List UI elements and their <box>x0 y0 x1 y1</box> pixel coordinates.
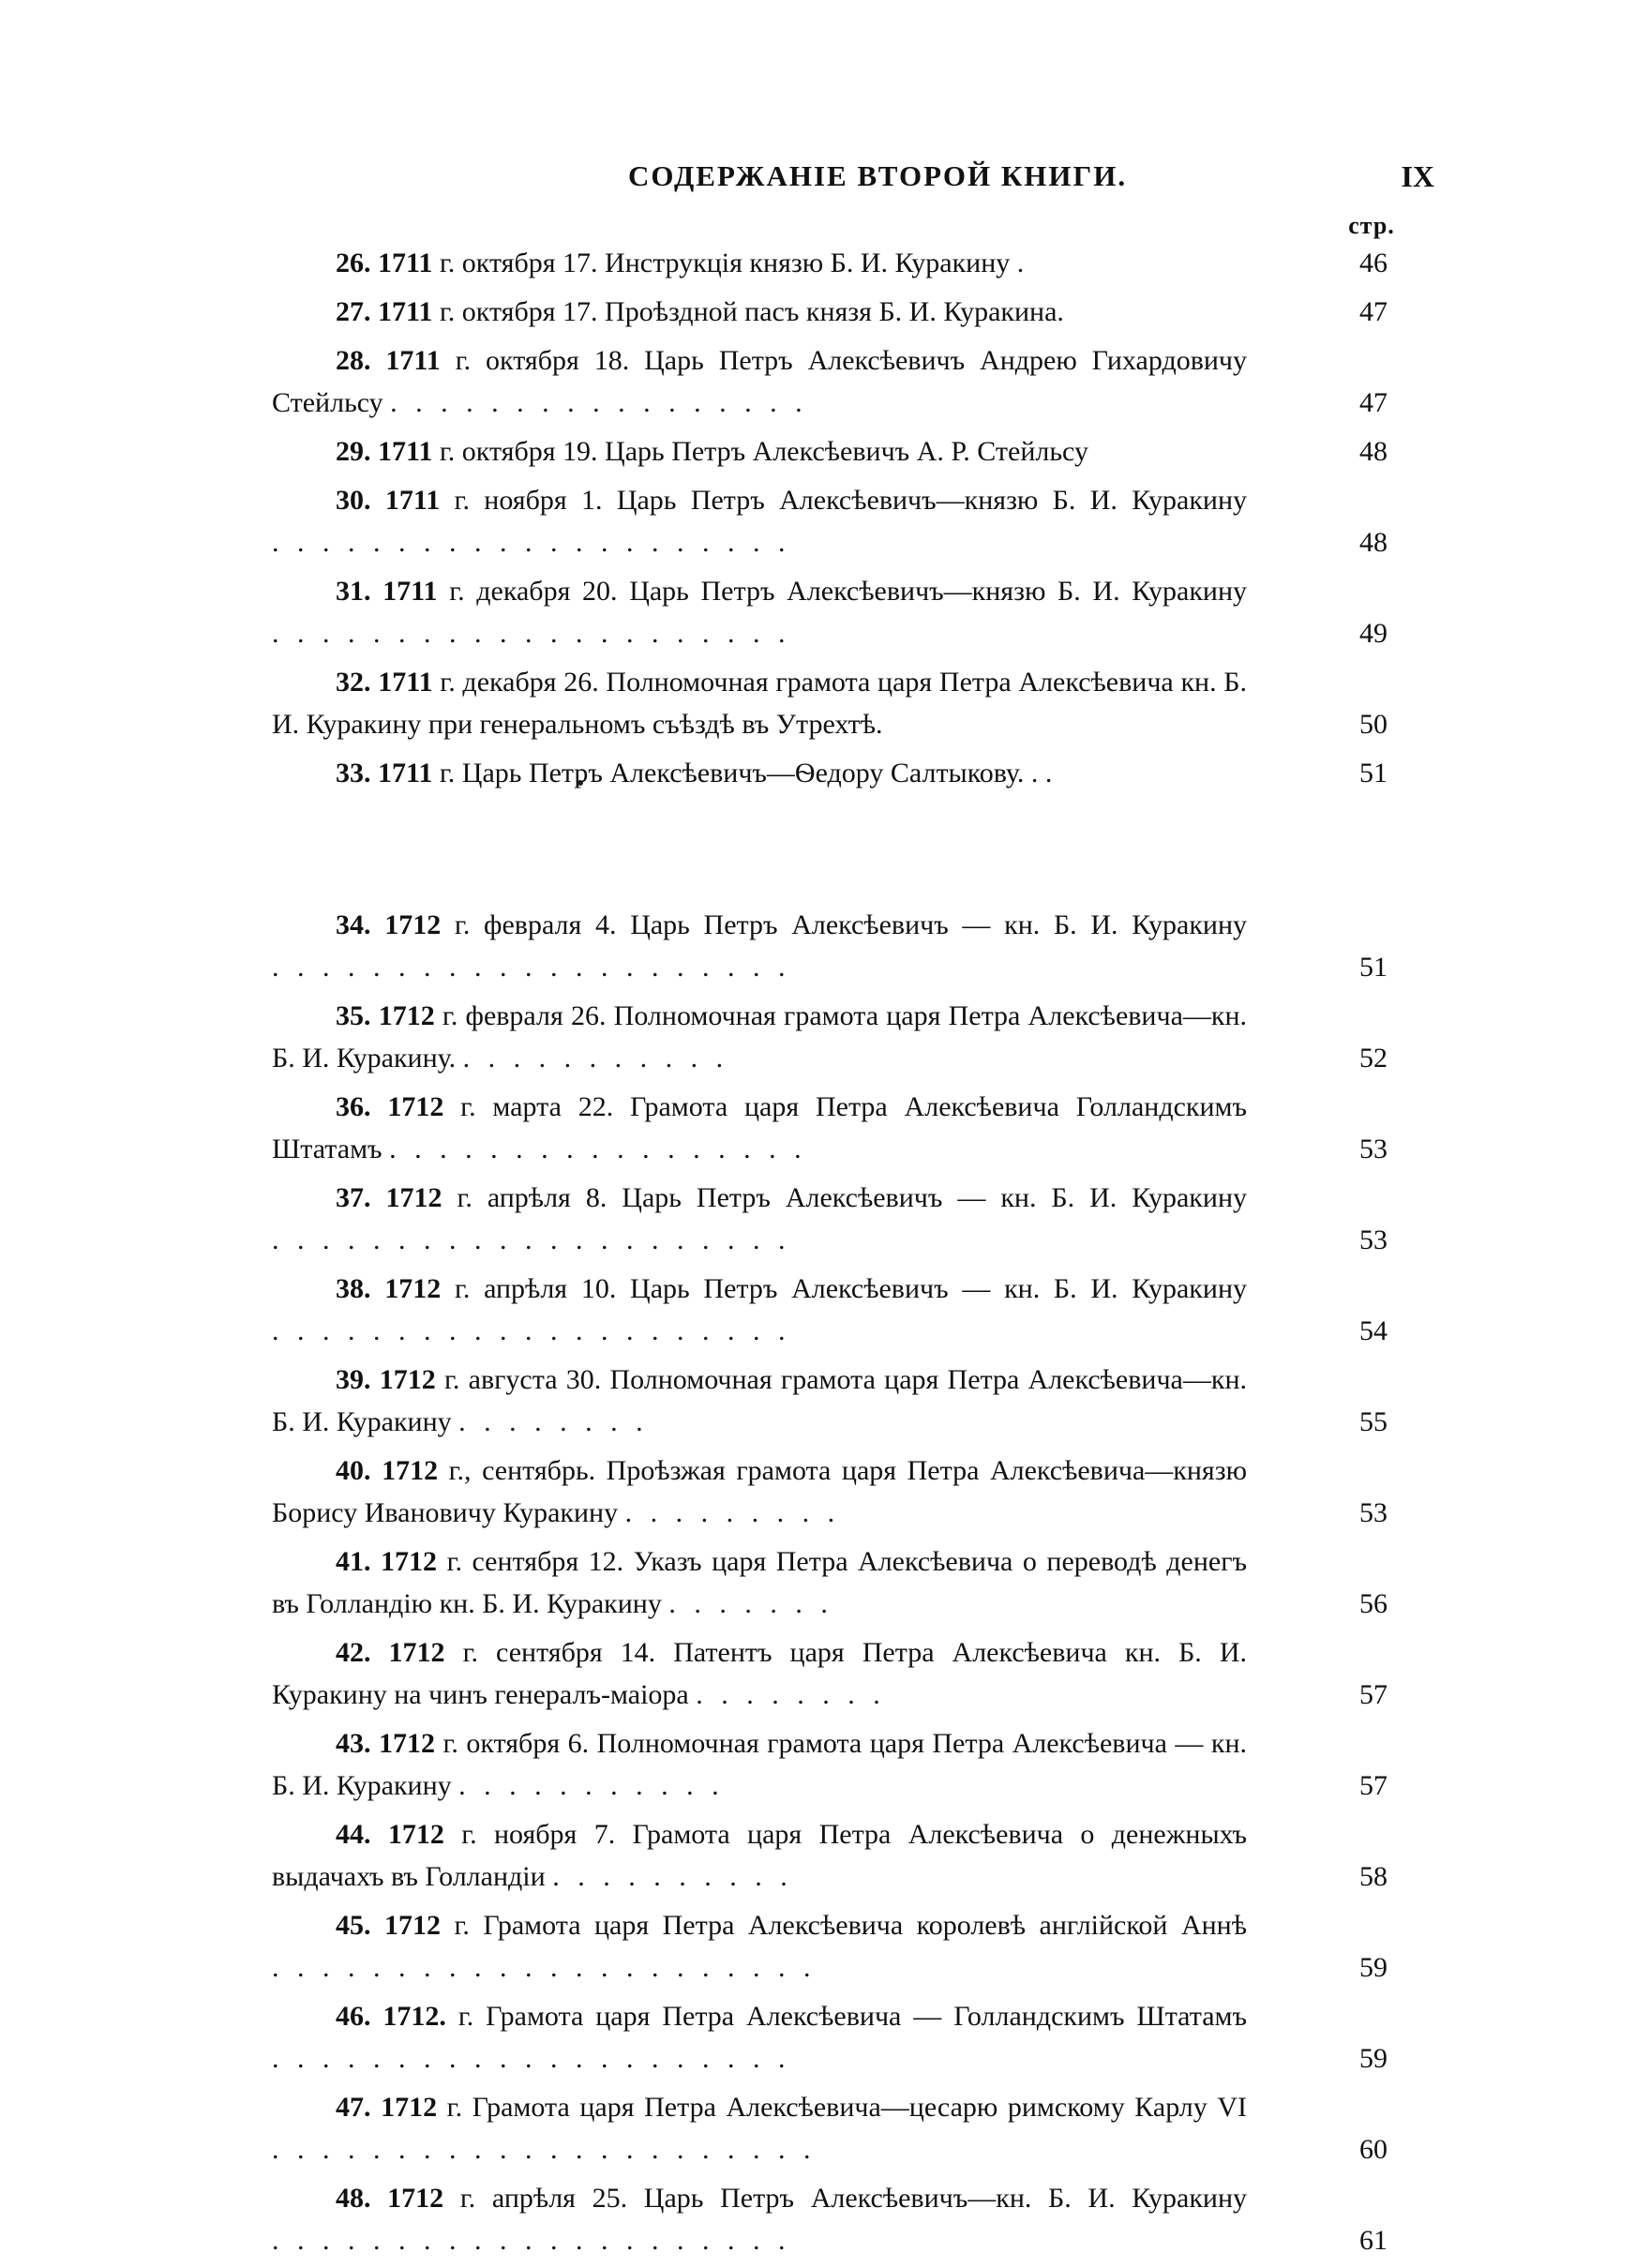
leader-dots: . . . . . . . . . . . . . . . . . . . . . <box>272 618 791 649</box>
entry-number: 29. <box>336 436 371 467</box>
toc-entry <box>272 1722 1388 1807</box>
entry-number: 32. <box>336 667 371 698</box>
toc-entry <box>272 995 1388 1079</box>
entry-page: 47 <box>1359 387 1388 418</box>
page-title: СОДЕРЖАНІЕ ВТОРОЙ КНИГИ. <box>628 159 1128 192</box>
toc-entry <box>272 752 1388 794</box>
toc-entry <box>272 2086 1388 2170</box>
entry-number: 27. <box>336 296 371 327</box>
leader-dots: . . . . . . . . . . . <box>458 1770 725 1801</box>
entry-page: 57 <box>1359 1679 1388 1710</box>
entry-number: 42. <box>336 1637 371 1668</box>
entry-title: г. апрѣля 10. Царь Петръ Алексѣевичъ — кн. Б. И. Куракину <box>454 1273 1247 1304</box>
toc-entry <box>272 661 1388 745</box>
toc-entry <box>272 1268 1388 1352</box>
entry-page: 48 <box>1359 436 1388 467</box>
entry-number: 30. <box>336 485 371 516</box>
toc-entry <box>272 570 1388 654</box>
entry-title: г. февраля 26. Полномочная грамота царя Петра Алексѣевича—кн. Б. И. Куракину. <box>272 1000 1248 1074</box>
leader-dots: . . . . . . . . <box>458 1406 649 1437</box>
toc-entry <box>272 339 1388 424</box>
entry-year: 1712 <box>384 909 442 940</box>
leader-dots: . . . . . . . . . . . . . . . . . . . . . . <box>272 2134 817 2165</box>
entry-title: г. Грамота царя Петра Алексѣевича — Голландскимъ Штатамъ <box>458 2001 1248 2032</box>
leader-dots: . . . . . . . . . . . . . . . . . . . . . <box>272 2043 791 2074</box>
entry-number: 47. <box>336 2092 371 2123</box>
entry-page: 54 <box>1359 1315 1388 1346</box>
entry-title: г. Царь Петръ Алексѣевичъ—Ѳедору Салтыкову. . . <box>439 758 1053 789</box>
entry-page: 51 <box>1359 952 1388 983</box>
leader-dots: . . . . . . . . . . . . . . . . . . . . . <box>272 2225 791 2256</box>
entry-page: 53 <box>1359 1224 1388 1255</box>
entry-title: г. октября 18. Царь Петръ Алексѣевичъ Андрею Гихардовичу Стейльсу <box>272 345 1248 418</box>
entry-title: г. февраля 4. Царь Петръ Алексѣевичъ — кн. Б. И. Куракину <box>454 909 1248 940</box>
entry-year: 1711 <box>384 485 441 516</box>
page-number: IX <box>1401 159 1434 193</box>
entry-number: 41. <box>336 1546 371 1577</box>
entry-number: 26. <box>336 248 371 278</box>
leader-dots: . . . . . . . . . . . . . . . . . . . . . <box>272 527 791 558</box>
entry-year: 1712 <box>387 1819 444 1850</box>
entry-year: 1711 <box>378 436 433 467</box>
toc-entry <box>272 1631 1388 1716</box>
entry-page: 46 <box>1359 248 1388 278</box>
entry-title: г. Грамота царя Петра Алексѣевича королевѣ англійской Аннѣ <box>454 1910 1248 1941</box>
leader-dots: . . . . . . . . . . . . . . . . . <box>389 1134 807 1164</box>
entry-year: 1712 <box>384 1273 442 1304</box>
toc-entry <box>272 1449 1388 1534</box>
entry-year: 1712 <box>387 1091 444 1122</box>
entry-page: 56 <box>1359 1588 1388 1619</box>
entry-year: 1712 <box>378 1728 435 1759</box>
running-head <box>272 159 1434 206</box>
leader-dots: . . . . . . . . . . <box>552 1861 793 1892</box>
entry-number: 45. <box>336 1910 371 1941</box>
entry-title: г. октября 17. Инструкція князю Б. И. Куракину . <box>439 248 1025 278</box>
leader-dots: . . . . . . . . . . . . . . . . . . . . . <box>272 1315 791 1346</box>
entry-year: 1712 <box>381 1546 438 1577</box>
entry-year: 1712 <box>388 1637 445 1668</box>
entry-year: 1712 <box>379 1364 436 1395</box>
entry-year: 1711 <box>385 345 441 376</box>
page-column-label: стр. <box>1348 212 1395 239</box>
entry-title: г. октября 17. Проѣздной пасъ князя Б. И. Куракина. <box>439 296 1064 327</box>
entry-title: г., сентябрь. Проѣзжая грамота царя Петра Алексѣевича—князю Борису Ивановичу Куракину <box>272 1455 1247 1528</box>
toc-entry <box>272 430 1388 473</box>
entry-title: г. августа 30. Полномочная грамота царя Петра Алексѣевича—кн. Б. И. Куракину <box>272 1364 1247 1437</box>
leader-dots: . . . . . . . . . . . . . . . . . . . . . <box>272 1224 791 1255</box>
entry-page: 61 <box>1359 2225 1388 2256</box>
entry-page: 59 <box>1359 2043 1388 2074</box>
entry-number: 35. <box>336 1000 371 1031</box>
entry-number: 31. <box>336 576 371 607</box>
entry-year: 1711 <box>378 248 433 278</box>
entry-title: г. октября 6. Полномочная грамота царя Петра Алексѣевича — кн. Б. И. Куракину <box>272 1728 1248 1801</box>
leader-dots: . . . . . . . <box>668 1588 833 1619</box>
entry-year: 1712 <box>381 2092 438 2123</box>
entry-page: 57 <box>1359 1770 1388 1801</box>
entry-year: 1712 <box>385 1182 442 1213</box>
entry-page: 50 <box>1359 709 1388 740</box>
toc-entry <box>272 1995 1388 2080</box>
entry-page: 47 <box>1359 296 1388 327</box>
toc-entry <box>272 904 1388 988</box>
table-of-contents <box>272 242 1388 2268</box>
entry-title: г. апрѣля 25. Царь Петръ Алексѣевичъ—кн. Б. И. Куракину <box>459 2183 1248 2214</box>
entry-number: 40. <box>336 1455 371 1486</box>
entry-number: 37. <box>336 1182 371 1213</box>
toc-entry <box>272 1086 1388 1170</box>
entry-number: 48. <box>336 2183 371 2214</box>
leader-dots: . . . . . . . . . . . . . . . . . . . . . . <box>272 1952 817 1983</box>
leader-dots: . . . . . . . . . . . . . . . . . . . . . <box>272 952 791 983</box>
entry-page: 53 <box>1359 1497 1388 1528</box>
entry-year: 1712 <box>382 1455 439 1486</box>
leader-dots: . . . . . . . . . . . <box>462 1043 729 1074</box>
toc-entry <box>272 2177 1388 2261</box>
leader-dots: . . . . . . . . . <box>624 1497 841 1528</box>
entry-number: 38. <box>336 1273 371 1304</box>
entry-title: г. декабря 26. Полномочная грамота царя Петра Алексѣевича кн. Б. И. Куракину при генеральномъ съѣздѣ въ Утрехтѣ. <box>272 667 1248 740</box>
entry-page: 48 <box>1359 527 1388 558</box>
entry-year: 1711 <box>382 576 438 607</box>
entry-page: 60 <box>1359 2134 1388 2165</box>
entry-year: 1711 <box>378 296 433 327</box>
entry-year: 1711 <box>378 667 433 698</box>
entry-title: г. декабря 20. Царь Петръ Алексѣевичъ—князю Б. И. Куракину <box>449 576 1248 607</box>
toc-entry <box>272 1904 1388 1989</box>
entry-year: 1712 <box>387 2183 444 2214</box>
entry-page: 52 <box>1359 1043 1388 1074</box>
entry-year: 1712 <box>378 1000 435 1031</box>
entry-number: 39. <box>336 1364 371 1395</box>
entry-page: 55 <box>1359 1406 1388 1437</box>
entry-title: г. апрѣля 8. Царь Петръ Алексѣевичъ — кн. Б. И. Куракину <box>457 1182 1247 1213</box>
toc-entry <box>272 479 1388 563</box>
leader-dots: . . . . . . . . . . . . . . . . . <box>390 387 808 418</box>
leader-dots: . . . . . . . . <box>696 1679 886 1710</box>
section-gap <box>272 801 1388 904</box>
entry-page: 53 <box>1359 1134 1388 1164</box>
entry-title: г. ноября 1. Царь Петръ Алексѣевичъ—князю Б. И. Куракину <box>454 485 1248 516</box>
entry-title: г. Грамота царя Петра Алексѣевича—цесарю римскому Карлу VI <box>446 2092 1248 2123</box>
entry-title: г. октября 19. Царь Петръ Алексѣевичъ А. Р. Стейльсу <box>439 436 1088 467</box>
entry-page: 58 <box>1359 1861 1388 1892</box>
entry-number: 36. <box>336 1091 371 1122</box>
entry-title: г. сентября 14. Патентъ царя Петра Алексѣевича кн. Б. И. Куракину на чинъ генералъ-маіора <box>272 1637 1247 1710</box>
entry-year: 1711 <box>378 758 433 789</box>
entry-year: 1712 <box>383 1910 441 1941</box>
entry-title: г. сентября 12. Указъ царя Петра Алексѣевича о переводѣ денегъ въ Голландію кн. Б. И. Куракину <box>272 1546 1248 1619</box>
entry-number: 44. <box>336 1819 371 1850</box>
toc-entry <box>272 1177 1388 1261</box>
entry-number: 46. <box>336 2001 371 2032</box>
toc-entry <box>272 1540 1388 1625</box>
entry-title: г. марта 22. Грамота царя Петра Алексѣевича Голландскимъ Штатамъ <box>272 1091 1248 1164</box>
toc-entry <box>272 1359 1388 1443</box>
toc-entry <box>272 242 1388 284</box>
entry-number: 43. <box>336 1728 371 1759</box>
entry-number: 28. <box>336 345 371 376</box>
entry-page: 51 <box>1359 758 1388 789</box>
entry-page: 49 <box>1359 618 1388 649</box>
toc-entry <box>272 291 1388 333</box>
entry-number: 34. <box>336 909 371 940</box>
entry-title: г. ноября 7. Грамота царя Петра Алексѣевича о денежныхъ выдачахъ въ Голландіи <box>272 1819 1248 1892</box>
entry-number: 33. <box>336 758 371 789</box>
entry-year: 1712. <box>382 2001 446 2032</box>
toc-entry <box>272 1813 1388 1898</box>
entry-page: 59 <box>1359 1952 1388 1983</box>
